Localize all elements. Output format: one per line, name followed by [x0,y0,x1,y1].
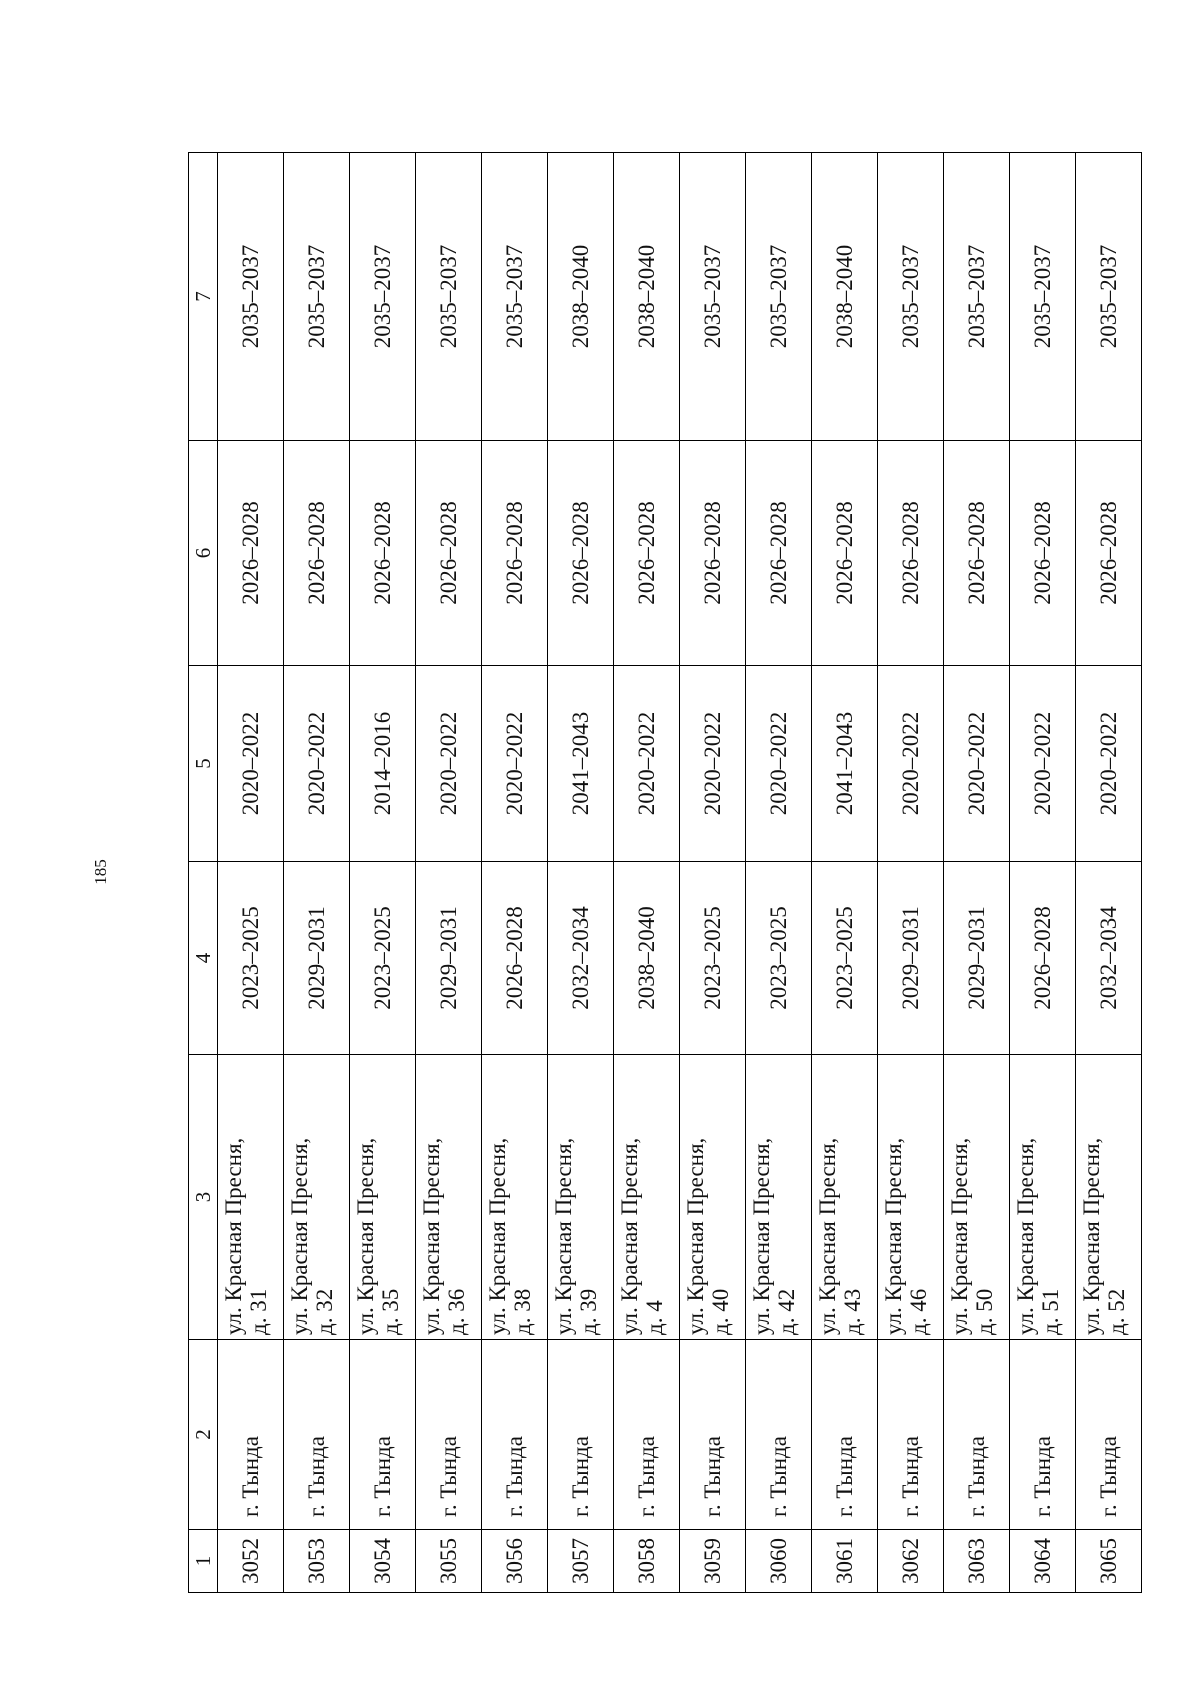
period-col-5-cell: 2041–2043 [548,666,614,862]
period-col-5-cell: 2020–2022 [878,666,944,862]
period-col-4-cell: 2023–2025 [218,862,284,1055]
period-col-7-cell: 2035–2037 [878,153,944,441]
period-col-4-cell: 2032–2034 [1076,862,1142,1055]
row-number: 3063 [944,1530,1010,1593]
address-cell: ул. Красная Пресня, д. 42 [746,1055,812,1340]
period-col-7-cell: 2038–2040 [812,153,878,441]
table-row [812,153,878,1593]
table-row [680,153,746,1593]
period-col-5-cell: 2020–2022 [746,666,812,862]
period-col-6-cell: 2026–2028 [482,441,548,666]
header-col-5: 5 [189,666,218,862]
header-row [189,153,218,1593]
period-col-4-cell: 2023–2025 [680,862,746,1055]
period-col-7-cell: 2035–2037 [746,153,812,441]
address-cell: ул. Красная Пресня, д. 39 [548,1055,614,1340]
address-cell: ул. Красная Пресня, д. 4 [614,1055,680,1340]
period-col-7-cell: 2035–2037 [680,153,746,441]
city-cell: г. Тында [350,1340,416,1530]
city-cell: г. Тында [548,1340,614,1530]
address-cell: ул. Красная Пресня, д. 35 [350,1055,416,1340]
header-col-4: 4 [189,862,218,1055]
city-cell: г. Тында [944,1340,1010,1530]
period-col-6-cell: 2026–2028 [680,441,746,666]
table-row [878,153,944,1593]
city-cell: г. Тында [812,1340,878,1530]
table-body [218,153,1142,1593]
table-row [350,153,416,1593]
address-cell: ул. Красная Пресня, д. 51 [1010,1055,1076,1340]
city-cell: г. Тында [482,1340,548,1530]
city-cell: г. Тында [680,1340,746,1530]
address-cell: ул. Красная Пресня, д. 40 [680,1055,746,1340]
period-col-5-cell: 2020–2022 [614,666,680,862]
row-number: 3059 [680,1530,746,1593]
period-col-4-cell: 2023–2025 [350,862,416,1055]
period-col-7-cell: 2035–2037 [416,153,482,441]
address-cell: ул. Красная Пресня, д. 31 [218,1055,284,1340]
row-number: 3056 [482,1530,548,1593]
period-col-7-cell: 2038–2040 [548,153,614,441]
row-number: 3052 [218,1530,284,1593]
period-col-4-cell: 2026–2028 [1010,862,1076,1055]
city-cell: г. Тында [284,1340,350,1530]
row-number: 3055 [416,1530,482,1593]
page-number: 185 [91,859,110,885]
city-cell: г. Тында [218,1340,284,1530]
period-col-5-cell: 2020–2022 [944,666,1010,862]
period-col-6-cell: 2026–2028 [1010,441,1076,666]
period-col-4-cell: 2029–2031 [284,862,350,1055]
period-col-5-cell: 2020–2022 [416,666,482,862]
period-col-6-cell: 2026–2028 [416,441,482,666]
row-number: 3058 [614,1530,680,1593]
period-col-4-cell: 2029–2031 [416,862,482,1055]
period-col-5-cell: 2020–2022 [218,666,284,862]
row-number: 3064 [1010,1530,1076,1593]
address-cell: ул. Красная Пресня, д. 46 [878,1055,944,1340]
row-number: 3060 [746,1530,812,1593]
address-cell: ул. Красная Пресня, д. 32 [284,1055,350,1340]
period-col-7-cell: 2035–2037 [218,153,284,441]
table-row [548,153,614,1593]
row-number: 3061 [812,1530,878,1593]
period-col-6-cell: 2026–2028 [812,441,878,666]
address-cell: ул. Красная Пресня, д. 52 [1076,1055,1142,1340]
period-col-6-cell: 2026–2028 [746,441,812,666]
city-cell: г. Тында [746,1340,812,1530]
period-col-7-cell: 2038–2040 [614,153,680,441]
period-col-6-cell: 2026–2028 [548,441,614,666]
city-cell: г. Тында [1076,1340,1142,1530]
table-row [614,153,680,1593]
table-row [1010,153,1076,1593]
row-number: 3054 [350,1530,416,1593]
city-cell: г. Тында [416,1340,482,1530]
address-cell: ул. Красная Пресня, д. 36 [416,1055,482,1340]
period-col-6-cell: 2026–2028 [1076,441,1142,666]
period-col-5-cell: 2020–2022 [284,666,350,862]
period-col-4-cell: 2023–2025 [812,862,878,1055]
period-col-6-cell: 2026–2028 [944,441,1010,666]
row-number: 3057 [548,1530,614,1593]
period-col-7-cell: 2035–2037 [350,153,416,441]
period-col-6-cell: 2026–2028 [284,441,350,666]
period-col-4-cell: 2026–2028 [482,862,548,1055]
table-header [189,153,218,1593]
table-row [1076,153,1142,1593]
period-col-5-cell: 2020–2022 [1010,666,1076,862]
period-col-4-cell: 2029–2031 [878,862,944,1055]
table-row [746,153,812,1593]
row-number: 3062 [878,1530,944,1593]
city-cell: г. Тында [878,1340,944,1530]
table-row [482,153,548,1593]
table-row [416,153,482,1593]
header-col-1: 1 [189,1530,218,1593]
period-col-6-cell: 2026–2028 [218,441,284,666]
period-col-5-cell: 2020–2022 [680,666,746,862]
table-rotated-wrapper [188,153,1129,1593]
header-col-2: 2 [189,1340,218,1530]
period-col-7-cell: 2035–2037 [284,153,350,441]
address-cell: ул. Красная Пресня, д. 43 [812,1055,878,1340]
period-col-7-cell: 2035–2037 [482,153,548,441]
header-col-6: 6 [189,441,218,666]
table-row [944,153,1010,1593]
period-col-7-cell: 2035–2037 [1010,153,1076,441]
period-col-4-cell: 2038–2040 [614,862,680,1055]
period-col-5-cell: 2020–2022 [482,666,548,862]
period-col-6-cell: 2026–2028 [878,441,944,666]
header-col-7: 7 [189,153,218,441]
period-col-5-cell: 2014–2016 [350,666,416,862]
table-row [284,153,350,1593]
period-col-5-cell: 2041–2043 [812,666,878,862]
housing-schedule-table [188,152,1142,1593]
period-col-4-cell: 2029–2031 [944,862,1010,1055]
period-col-4-cell: 2023–2025 [746,862,812,1055]
row-number: 3065 [1076,1530,1142,1593]
address-cell: ул. Красная Пресня, д. 50 [944,1055,1010,1340]
city-cell: г. Тында [1010,1340,1076,1530]
period-col-7-cell: 2035–2037 [944,153,1010,441]
city-cell: г. Тында [614,1340,680,1530]
period-col-6-cell: 2026–2028 [350,441,416,666]
period-col-7-cell: 2035–2037 [1076,153,1142,441]
period-col-6-cell: 2026–2028 [614,441,680,666]
header-col-3: 3 [189,1055,218,1340]
period-col-5-cell: 2020–2022 [1076,666,1142,862]
address-cell: ул. Красная Пресня, д. 38 [482,1055,548,1340]
period-col-4-cell: 2032–2034 [548,862,614,1055]
row-number: 3053 [284,1530,350,1593]
table-row [218,153,284,1593]
